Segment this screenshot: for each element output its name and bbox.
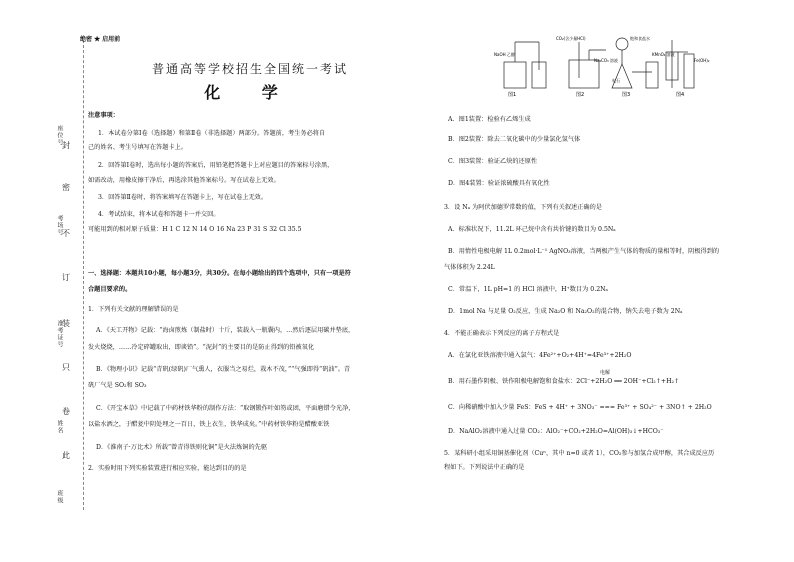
question-option: C．向稀硝酸中加入少量 FeS：FeS + 4H⁺ + 3NO₃⁻ === Fe³⁺ + SO₄²⁻ + 3NO↑ + 2H₂O (448, 404, 712, 411)
question-option: A．标准状况下，11.2L 环己烷中含有共价键的数目为 0.5Nₐ (448, 226, 616, 233)
question-option: D．图4装置：验证浓硫酸具有氧化性 (448, 180, 550, 187)
question-stem: 程如下。下列说法中正确的是 (444, 464, 525, 471)
question-option: A．图1装置：检验有乙烯生成 (448, 116, 531, 123)
figure-label: 图1 (508, 92, 517, 98)
question-stem: 1．下列有关文献的理解错误的是 (88, 306, 179, 313)
question-option: 发火烧烧，……冷定碎罐取出，即谈铅”。“泥封”的主要目的是防止得到的铅被氧化 (88, 344, 315, 351)
subject-title: 化 学 (204, 83, 296, 102)
note-line: 己的姓名、考生号填写在答题卡上。 (88, 144, 187, 151)
figure-label: 图4 (676, 92, 685, 98)
question-stem: 4．不能正确表示下列反应的离子方程式是 (444, 330, 560, 337)
note-line: 1．本试卷分第Ⅰ卷（选择题）和第Ⅱ卷（非选择题）两部分。答题前，考生务必将自 (98, 130, 326, 137)
figure-annotation: Na₂CO₃ 溶液 (594, 58, 618, 63)
atomic-mass-line: 可能用到的相对原子质量：H 1 C 12 N 14 O 16 Na 23 P 31 S 32 Cl 35.5 (88, 226, 302, 233)
question-option: 气体体积为 2.24L (444, 264, 495, 271)
note-line: 4．考试结束，将本试卷和答题卡一并交回。 (98, 211, 220, 218)
question-option: D．NaAlO₂溶液中通入过量 CO₂：AlO₂⁻+CO₂+2H₂O=Al(OH)₃↓+HCO₃⁻ (448, 428, 664, 435)
funnel-icon (616, 38, 628, 50)
binding-label-seat: 座位号 (56, 125, 63, 146)
figure-annotation: KMnO₄ 溶液 (652, 52, 675, 57)
binding-char: 卷 (62, 407, 70, 416)
notes-title: 注意事项： (88, 112, 119, 119)
question-stem: 3．设 Nₐ 为阿伏加德罗常数的值，下列有关叙述正确的是 (444, 204, 602, 211)
question-stem: 2．实验时用下列实验装置进行相应实验，能达到目的的是 (88, 465, 247, 472)
question-option: B．用石墨作阴极、铁作阳极电解饱和食盐水：2Cl⁻+2H₂O ══ 2OH⁻+Cl₂↑+H₂↑ (448, 378, 680, 385)
secret-label: 绝密 ★ 启用前 (80, 36, 121, 43)
figure-annotation: 饱和食盐水 (630, 36, 650, 41)
question-option: 以盐水洒之，于醋瓮中阴处埋之一百日，铁上衣生，铁华成矣。”中药材铁华粉是醋酸亚铁 (88, 421, 330, 428)
figure-annotation: NaOH 乙醇 (494, 52, 515, 57)
question-option: B．图2装置：除去二氧化碳中的少量氯化氢气体 (448, 136, 581, 143)
question-option: C．常温下，1L pH=1 的 HCl 溶液中，H⁺数目为 0.2Nₐ (448, 286, 608, 293)
question-stem: 5．某科研小组采用铜基催化剂（Cuⁿ，其中 n=0 或者 1），CO₂参与加氢合成甲醇，其合成反应历 (444, 450, 715, 457)
binding-char: 不 (62, 229, 70, 238)
figure-annotation: 电石 (612, 78, 620, 83)
note-line: 如需改动，用橡皮擦干净后，再选涂其他答案标号。写在试卷上无效。 (88, 177, 280, 184)
binding-char: 此 (62, 451, 70, 460)
question-option: D．1mol Na 与足量 O₂反应，生成 Na₂O 和 Na₂O₂的混合物，钠失去电子数为 2Nₐ (448, 308, 683, 315)
section-heading: 一、选择题：本题共10小题，每小题3分，共30分。在每小题给出的四个选项中，只有一项是符 (88, 270, 351, 277)
binding-char: 订 (62, 273, 70, 282)
question-option: A．在氯化亚铁溶液中通入氯气：4Fe²⁺+O₂+4H⁺=4Fe³⁺+2H₂O (448, 352, 632, 359)
question-option: C．图3装置：验证乙炔的还原性 (448, 158, 538, 165)
figure-label: 图3 (622, 92, 631, 98)
electrolysis-label: 电解 (600, 370, 611, 376)
note-line: 3．回答第Ⅱ卷时，将答案填写在答题卡上，写在试卷上无效。 (98, 194, 268, 201)
question-option: A．《天工开物》记载：“海卤煎炼（制盐时）十斤，装载入一瓶囊内，…然后逐层用碳并垫底， (96, 327, 355, 334)
question-option: C．《开宝本草》中记载了中药材铁华粉的制作方法：“取钢锻作叶如笏或团，平面磨错令光净， (96, 405, 355, 412)
binding-label-ticket: 准考证号 (56, 320, 63, 348)
binding-label-name: 姓名 (56, 420, 63, 434)
binding-char: 密 (62, 183, 70, 192)
flask-icon (504, 62, 526, 88)
binding-char: 装 (62, 319, 70, 328)
binding-label-class: 班级 (56, 490, 63, 504)
question-option: 矾厂气是 SO₂和 SO₃ (88, 382, 147, 389)
question-option: B．用惰性电极电解 1L 0.2mol·L⁻¹ AgNO₃溶液，当两极产生气体的物质的量相等时，阴极得到的 (448, 248, 720, 255)
figure-annotation: CO₂(含少量HCl) (556, 36, 586, 41)
question-option: B．《物理小识》记载“青矾(绿矾)厂气熏人，衣服当之易烂，栽木不茂，”“气强即得“矾油”。青 (96, 366, 351, 373)
section-heading: 合题目要求的。 (88, 286, 132, 293)
apparatus-figures (494, 32, 794, 98)
exam-title: 普通高等学校招生全国统一考试 (151, 62, 348, 76)
binding-line (83, 40, 84, 510)
binding-char: 封 (62, 141, 70, 150)
binding-label-room: 考场号 (56, 215, 63, 236)
question-option: D．《淮南子·万比术》所载“曾青得铁则化铜”是火法炼铜的先驱 (96, 444, 268, 451)
binding-char: 只 (62, 363, 70, 372)
figure-annotation: Fe(OH)₂ (694, 58, 710, 63)
figure-label: 图2 (576, 92, 585, 98)
note-line: 2．回答第Ⅰ卷时，选出每小题的答案后，用铅笔把答题卡上对应题目的答案标号涂黑， (98, 162, 334, 169)
